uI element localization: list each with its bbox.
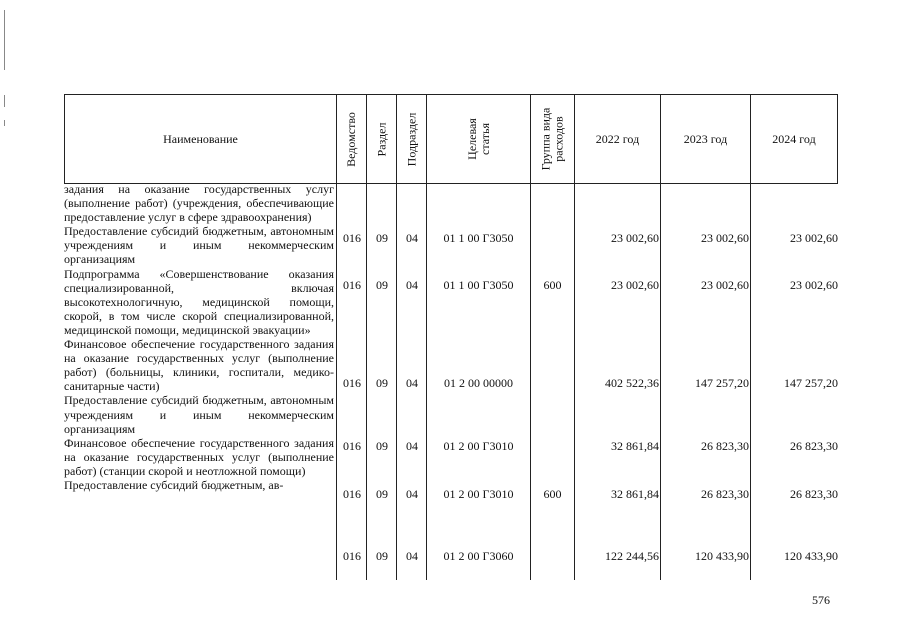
cell-target-article: 01 2 00 Г3060	[443, 549, 514, 563]
scan-edge-mark	[4, 120, 5, 126]
cell-razdel: 09	[376, 549, 388, 563]
cell-2022: 32 861,84	[611, 439, 659, 453]
cell-2022: 23 002,60	[611, 231, 659, 245]
cell-razdel: 09	[376, 439, 388, 453]
row-name: Предоставление субсидий бюджетным, ав-	[64, 477, 284, 492]
row-name: Подпрограмма «Совершенствование оказания специализированной, включая высокотехнологичную, медицинской помощи, скорой, в том числе скорой специализированной, медицинской помощи, медицинской эвакуации»	[64, 266, 334, 337]
cell-vedomstvo: 016	[343, 549, 361, 563]
cell-razdel: 09	[376, 278, 388, 292]
cell-2023: 23 002,60	[701, 278, 749, 292]
table-header	[64, 94, 838, 184]
cell-2023: 26 823,30	[701, 439, 749, 453]
scan-edge-mark	[4, 95, 5, 107]
cell-2024: 120 433,90	[784, 549, 838, 563]
cell-2022: 23 002,60	[611, 278, 659, 292]
cell-2022: 122 244,56	[605, 549, 659, 563]
cell-target-article: 01 2 00 Г3010	[443, 439, 514, 453]
cell-2024: 23 002,60	[790, 278, 838, 292]
header-expense-group: Группа вида расходов	[530, 95, 574, 183]
cell-podrazdel: 04	[406, 231, 418, 245]
cell-2023: 23 002,60	[701, 231, 749, 245]
cell-expense-group: 600	[543, 487, 562, 501]
row-name: Финансовое обеспечение государственного задания на оказание государственных услуг (выполнение работ) (больницы, клиники, госпитали, медико-санитарные части)	[64, 337, 334, 394]
cell-2022: 402 522,36	[605, 376, 659, 390]
cell-2024: 26 823,30	[790, 487, 838, 501]
cell-target-article: 01 2 00 00000	[444, 376, 513, 390]
cell-2024: 147 257,20	[784, 376, 838, 390]
cell-podrazdel: 04	[406, 278, 418, 292]
header-target-article: Целевая статья	[426, 95, 530, 183]
row-name: Предоставление субсидий бюджетным, автономным учреждениям и иным некоммерческим организациям	[64, 393, 334, 436]
row-name: Финансовое обеспечение государственного задания на оказание государственных услуг (выполнение работ) (станции скорой и неотложной помощи)	[64, 435, 334, 478]
cell-2024: 23 002,60	[790, 231, 838, 245]
cell-2024: 26 823,30	[790, 439, 838, 453]
cell-target-article: 01 1 00 Г3050	[443, 278, 514, 292]
row-name: Предоставление субсидий бюджетным, автономным учреждениям и иным некоммерческим организациям	[64, 224, 334, 267]
cell-vedomstvo: 016	[343, 439, 361, 453]
cell-target-article: 01 2 00 Г3010	[443, 487, 514, 501]
header-vedomstvo: Ведомство	[336, 95, 366, 183]
header-2023: 2023 год	[660, 95, 750, 183]
cell-razdel: 09	[376, 231, 388, 245]
cell-target-article: 01 1 00 Г3050	[443, 231, 514, 245]
header-name: Наименование	[64, 95, 336, 183]
cell-expense-group: 600	[543, 278, 562, 292]
cell-razdel: 09	[376, 487, 388, 501]
header-2022: 2022 год	[574, 95, 660, 183]
cell-razdel: 09	[376, 376, 388, 390]
cell-2023: 147 257,20	[695, 376, 749, 390]
scan-edge-mark	[4, 10, 5, 70]
cell-podrazdel: 04	[406, 549, 418, 563]
page-number: 576	[812, 593, 830, 607]
header-razdel: Раздел	[366, 95, 396, 183]
name-column-text	[64, 182, 334, 492]
header-podrazdel: Подраздел	[396, 95, 426, 183]
header-2024: 2024 год	[750, 95, 838, 183]
cell-vedomstvo: 016	[343, 278, 361, 292]
cell-2023: 120 433,90	[695, 549, 749, 563]
cell-vedomstvo: 016	[343, 231, 361, 245]
cell-2022: 32 861,84	[611, 487, 659, 501]
cell-podrazdel: 04	[406, 439, 418, 453]
cell-vedomstvo: 016	[343, 376, 361, 390]
cell-podrazdel: 04	[406, 487, 418, 501]
column-line	[530, 182, 531, 580]
cell-podrazdel: 04	[406, 376, 418, 390]
cell-2023: 26 823,30	[701, 487, 749, 501]
row-name: задания на оказание государственных услуг (выполнение работ) (учреждения, обеспечивающие предоставление услуг в сфере здравоохранения)	[64, 182, 334, 225]
cell-vedomstvo: 016	[343, 487, 361, 501]
